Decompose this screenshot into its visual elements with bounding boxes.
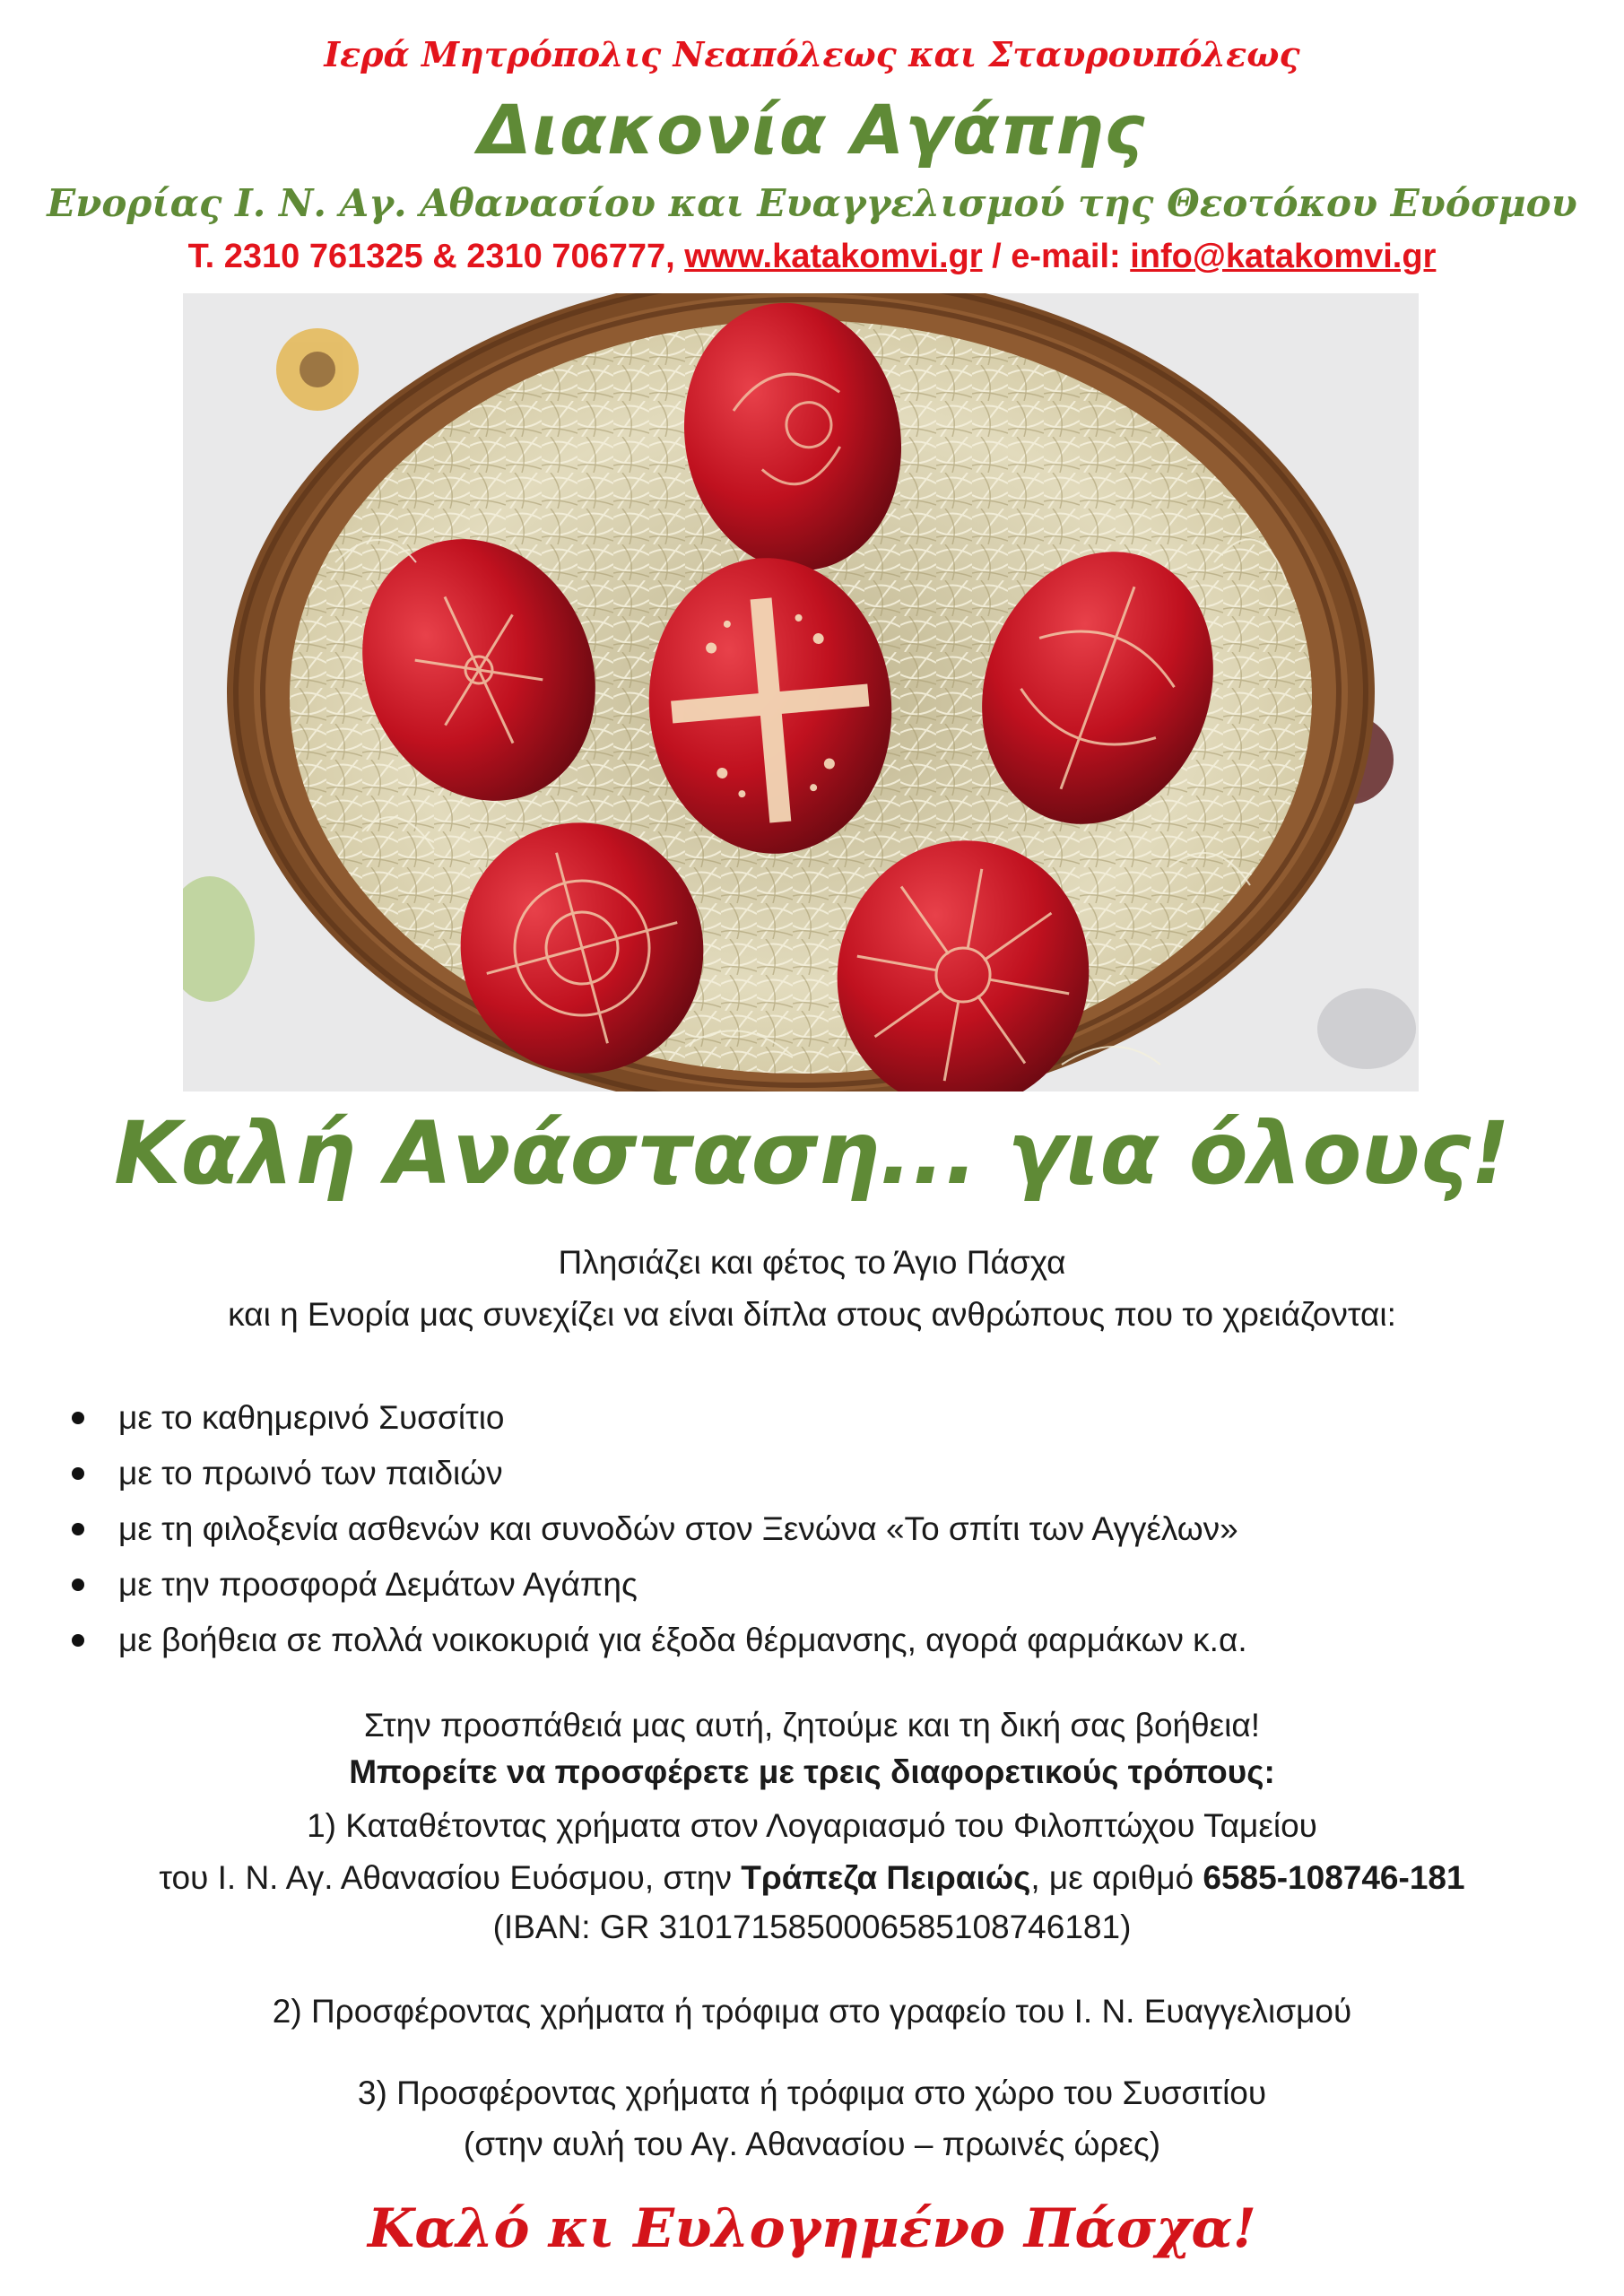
account-number: 6585-108746-181 bbox=[1203, 1859, 1465, 1896]
list-item-text: με την προσφορά Δεμάτων Αγάπης bbox=[118, 1566, 638, 1603]
option-1-mid: , με αριθμό bbox=[1030, 1859, 1203, 1896]
iban: (IBAN: GR 3101715850006585108746181) bbox=[492, 1909, 1132, 1945]
option-3-line-2: (στην αυλή του Αγ. Αθανασίου – πρωινές ώρες) bbox=[463, 2126, 1161, 2162]
contact-phones: Τ. 2310 761325 & 2310 706777, bbox=[187, 238, 685, 275]
metropolis-heading: Ιερά Μητρόπολις Νεαπόλεως και Σταυρουπόλεως bbox=[324, 34, 1300, 74]
services-list bbox=[72, 1399, 1247, 1677]
intro-line-1: Πλησιάζει και φέτος το Άγιο Πάσχα bbox=[558, 1244, 1066, 1281]
email-link[interactable]: info@katakomvi.gr bbox=[1130, 238, 1437, 275]
page-title: Διακονία Αγάπης bbox=[478, 90, 1146, 170]
option-1-line-2 bbox=[0, 1859, 1624, 1897]
bullet-icon bbox=[72, 1578, 84, 1591]
intro-line-2: και η Ενορία μας συνεχίζει να είναι δίπλα στους ανθρώπους που το χρειάζονται: bbox=[228, 1296, 1396, 1333]
list-item-text: με το πρωινό των παιδιών bbox=[118, 1455, 503, 1492]
list-item-text: με το καθημερινό Συσσίτιο bbox=[118, 1399, 505, 1436]
list-item-text: με τη φιλοξενία ασθενών και συνοδών στον Ξενώνα «Το σπίτι των Αγγέλων» bbox=[118, 1510, 1238, 1547]
list-item bbox=[72, 1399, 1247, 1455]
option-3-line-1: 3) Προσφέροντας χρήματα ή τρόφιμα στο χώρο του Συσσιτίου bbox=[357, 2074, 1267, 2111]
list-item bbox=[72, 1510, 1247, 1566]
bullet-icon bbox=[72, 1467, 84, 1480]
ways-heading: Μπορείτε να προσφέρετε με τρεις διαφορετικούς τρόπους: bbox=[349, 1753, 1275, 1790]
list-item-text: με βοήθεια σε πολλά νοικοκυριά για έξοδα θέρμανσης, αγορά φαρμάκων κ.α. bbox=[118, 1622, 1247, 1658]
bullet-icon bbox=[72, 1523, 84, 1535]
list-item bbox=[72, 1455, 1247, 1510]
bullet-icon bbox=[72, 1412, 84, 1424]
easter-greeting: Καλή Ανάσταση... για όλους! bbox=[114, 1103, 1510, 1204]
email-label: / e-mail: bbox=[982, 238, 1131, 275]
bullet-icon bbox=[72, 1634, 84, 1647]
parish-heading: Ενορίας Ι. Ν. Αγ. Αθανασίου και Ευαγγελισμού της Θεοτόκου Ευόσμου bbox=[47, 181, 1577, 225]
list-item bbox=[72, 1622, 1247, 1677]
bank-name: Τράπεζα Πειραιώς bbox=[741, 1859, 1031, 1896]
option-1-prefix: του Ι. Ν. Αγ. Αθανασίου Ευόσμου, στην bbox=[159, 1859, 742, 1896]
list-item bbox=[72, 1566, 1247, 1622]
easter-eggs-photo bbox=[183, 293, 1419, 1091]
option-1-line-1: 1) Καταθέτοντας χρήματα στον Λογαριασμό του Φιλοπτώχου Ταμείου bbox=[307, 1807, 1317, 1844]
option-2: 2) Προσφέροντας χρήματα ή τρόφιμα στο γραφείο του Ι. Ν. Ευαγγελισμού bbox=[272, 1993, 1352, 2030]
website-link[interactable]: www.katakomvi.gr bbox=[684, 238, 983, 275]
closing-greeting: Καλό κι Ευλογημένο Πάσχα! bbox=[368, 2197, 1256, 2260]
contact-line bbox=[0, 238, 1624, 276]
appeal-line: Στην προσπάθειά μας αυτή, ζητούμε και τη δική σας βοήθεια! bbox=[363, 1707, 1261, 1744]
